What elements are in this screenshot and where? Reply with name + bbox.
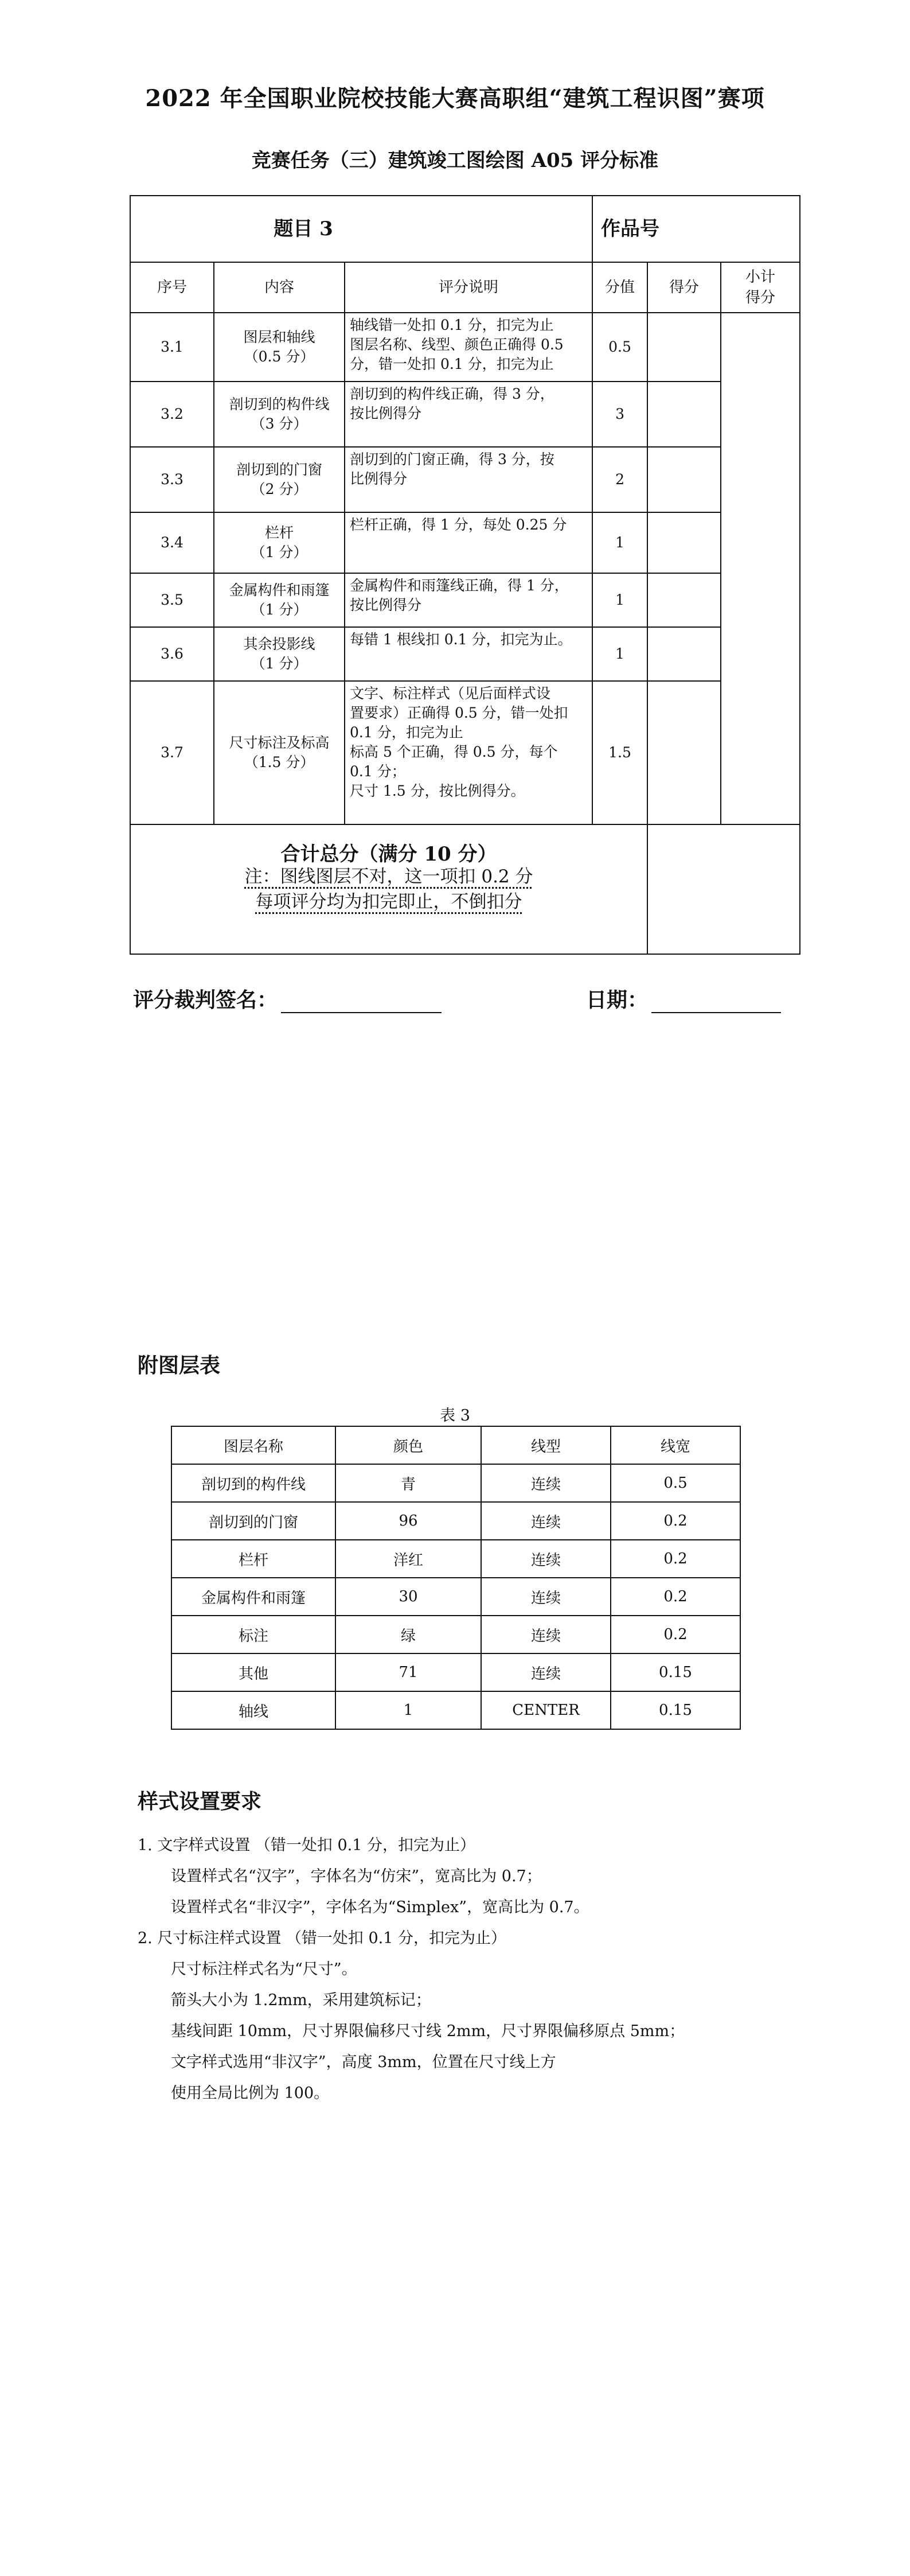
requirement-item: 设置样式名“非汉字”，字体名为“Simplex”，宽高比为 0.7。 <box>171 1898 589 1916</box>
layers-cell: 0.2 <box>611 1578 740 1616</box>
layers-cell: 71 <box>335 1653 481 1691</box>
layers-cell: 30 <box>335 1578 481 1616</box>
row-number: 3.3 <box>130 447 214 512</box>
layers-cell: 连续 <box>481 1502 611 1540</box>
row-number: 3.7 <box>130 681 214 824</box>
row-score: 0.5 <box>592 313 647 382</box>
layers-cell: 0.5 <box>611 1464 740 1502</box>
layers-caption: 表 3 <box>440 1407 470 1425</box>
layers-cell: 0.15 <box>611 1691 740 1729</box>
judge-signature: 评分裁判签名： <box>133 984 442 1013</box>
layers-cell: 连续 <box>481 1578 611 1616</box>
layers-cell: 剖切到的构件线 <box>171 1464 335 1502</box>
layers-cell: 连续 <box>481 1653 611 1691</box>
layers-row <box>171 1502 740 1540</box>
total-row <box>130 824 800 954</box>
column-header: 小计 得分 <box>721 262 800 313</box>
requirement-item: 文字样式选用“非汉字”，高度 3mm，位置在尺寸线上方 <box>171 2053 556 2071</box>
layers-cell: 绿 <box>335 1616 481 1653</box>
score-row <box>130 512 800 573</box>
column-header: 评分说明 <box>345 262 592 313</box>
layers-column-header: 颜色 <box>335 1426 481 1464</box>
layers-cell: 连续 <box>481 1464 611 1502</box>
score-row <box>130 382 800 447</box>
topic-label: 题目 3 <box>130 196 592 262</box>
requirement-item: 尺寸标注样式名为“尺寸”。 <box>171 1960 357 1978</box>
layers-cell: 96 <box>335 1502 481 1540</box>
row-description: 剖切到的门窗正确，得 3 分，按 比例得分 <box>345 447 592 512</box>
requirement-item: 设置样式名“汉字”，字体名为“仿宋”，宽高比为 0.7； <box>171 1867 542 1885</box>
row-score: 1 <box>592 627 647 681</box>
requirement-item: 使用全局比例为 100。 <box>171 2084 330 2102</box>
row-number: 3.6 <box>130 627 214 681</box>
requirement-heading: 1. 文字样式设置 （错一处扣 0.1 分，扣完为止） <box>138 1836 476 1854</box>
column-header: 得分 <box>647 262 721 313</box>
layers-heading: 附图层表 <box>138 1353 221 1378</box>
score-obtained-cell[interactable] <box>647 681 721 824</box>
column-header: 序号 <box>130 262 214 313</box>
work-no-label: 作品号 <box>592 196 800 262</box>
score-obtained-cell[interactable] <box>647 573 721 627</box>
score-row <box>130 447 800 512</box>
requirement-heading: 2. 尺寸标注样式设置 （错一处扣 0.1 分，扣完为止） <box>138 1929 507 1947</box>
score-row <box>130 627 800 681</box>
layers-cell: 剖切到的门窗 <box>171 1502 335 1540</box>
row-number: 3.1 <box>130 313 214 382</box>
layers-row <box>171 1653 740 1691</box>
row-number: 3.4 <box>130 512 214 573</box>
score-obtained-cell[interactable] <box>647 382 721 447</box>
score-row <box>130 313 800 382</box>
row-description: 轴线错一处扣 0.1 分，扣完为止 图层名称、线型、颜色正确得 0.5 分，错一处扣 0.1 分，扣完为止 <box>345 313 592 382</box>
style-requirements-list <box>138 1830 685 2109</box>
requirement-item: 箭头大小为 1.2mm，采用建筑标记； <box>171 1991 431 2009</box>
total-score-cell[interactable] <box>647 824 800 954</box>
row-number: 3.2 <box>130 382 214 447</box>
column-header: 内容 <box>214 262 345 313</box>
layers-cell: 青 <box>335 1464 481 1502</box>
document-subtitle: 竞赛任务（三）建筑竣工图绘图 A05 评分标准 <box>251 149 659 172</box>
layers-row <box>171 1691 740 1729</box>
score-obtained-cell[interactable] <box>647 447 721 512</box>
row-score: 1 <box>592 512 647 573</box>
score-row <box>130 681 800 824</box>
layers-cell: 金属构件和雨篷 <box>171 1578 335 1616</box>
layers-column-header: 线型 <box>481 1426 611 1464</box>
style-requirements-heading: 样式设置要求 <box>138 1789 262 1814</box>
date-line[interactable] <box>651 991 781 1013</box>
layers-cell: 洋红 <box>335 1540 481 1578</box>
layers-cell: 0.2 <box>611 1616 740 1653</box>
score-obtained-cell[interactable] <box>647 627 721 681</box>
score-obtained-cell[interactable] <box>647 512 721 573</box>
layers-column-header: 图层名称 <box>171 1426 335 1464</box>
row-content: 图层和轴线 （0.5 分） <box>214 313 345 382</box>
signature-date: 日期： <box>586 984 781 1013</box>
row-score: 2 <box>592 447 647 512</box>
layers-row <box>171 1616 740 1653</box>
row-number: 3.5 <box>130 573 214 627</box>
row-content: 剖切到的门窗 （2 分） <box>214 447 345 512</box>
layers-row <box>171 1464 740 1502</box>
layers-cell: 0.2 <box>611 1502 740 1540</box>
row-description: 栏杆正确，得 1 分，每处 0.25 分 <box>345 512 592 573</box>
row-description: 剖切到的构件线正确，得 3 分， 按比例得分 <box>345 382 592 447</box>
layers-cell: 标注 <box>171 1616 335 1653</box>
total-label-cell <box>130 824 647 954</box>
layers-cell: 0.15 <box>611 1653 740 1691</box>
layers-header-row <box>171 1426 740 1464</box>
total-note-2: 每项评分均为扣完即止，不倒扣分 <box>255 892 522 912</box>
total-title: 合计总分（满分 10 分） <box>280 843 497 866</box>
score-obtained-cell[interactable] <box>647 313 721 382</box>
score-row <box>130 573 800 627</box>
row-content: 剖切到的构件线 （3 分） <box>214 382 345 447</box>
layers-row <box>171 1540 740 1578</box>
row-score: 1 <box>592 573 647 627</box>
document-title: 2022 年全国职业院校技能大赛高职组“建筑工程识图”赛项 <box>145 85 765 112</box>
layers-cell: CENTER <box>481 1691 611 1729</box>
judge-signature-line[interactable] <box>281 991 442 1013</box>
scoring-table <box>130 195 800 955</box>
row-content: 尺寸标注及标高 （1.5 分） <box>214 681 345 824</box>
row-content: 其余投影线 （1 分） <box>214 627 345 681</box>
requirement-item: 基线间距 10mm，尺寸界限偏移尺寸线 2mm，尺寸界限偏移原点 5mm； <box>171 2022 685 2040</box>
total-note-1: 注：图线图层不对，这一项扣 0.2 分 <box>244 866 533 887</box>
layers-cell: 连续 <box>481 1540 611 1578</box>
layers-row <box>171 1578 740 1616</box>
row-description: 文字、标注样式（见后面样式设 置要求）正确得 0.5 分，错一处扣 0.1 分，扣完为止 标高 5 个正确，得 0.5 分，每个 0.1 分； 尺寸 1.5 分，按比例得分。 <box>345 681 592 824</box>
layers-cell: 栏杆 <box>171 1540 335 1578</box>
layers-table <box>171 1426 741 1730</box>
row-description: 金属构件和雨篷线正确，得 1 分， 按比例得分 <box>345 573 592 627</box>
row-description: 每错 1 根线扣 0.1 分，扣完为止。 <box>345 627 592 681</box>
row-score: 1.5 <box>592 681 647 824</box>
layers-cell: 轴线 <box>171 1691 335 1729</box>
layers-cell: 0.2 <box>611 1540 740 1578</box>
row-score: 3 <box>592 382 647 447</box>
layers-cell: 连续 <box>481 1616 611 1653</box>
row-content: 栏杆 （1 分） <box>214 512 345 573</box>
subtotal-cell[interactable] <box>721 313 800 824</box>
layers-cell: 1 <box>335 1691 481 1729</box>
layers-column-header: 线宽 <box>611 1426 740 1464</box>
row-content: 金属构件和雨篷 （1 分） <box>214 573 345 627</box>
layers-cell: 其他 <box>171 1653 335 1691</box>
column-header: 分值 <box>592 262 647 313</box>
